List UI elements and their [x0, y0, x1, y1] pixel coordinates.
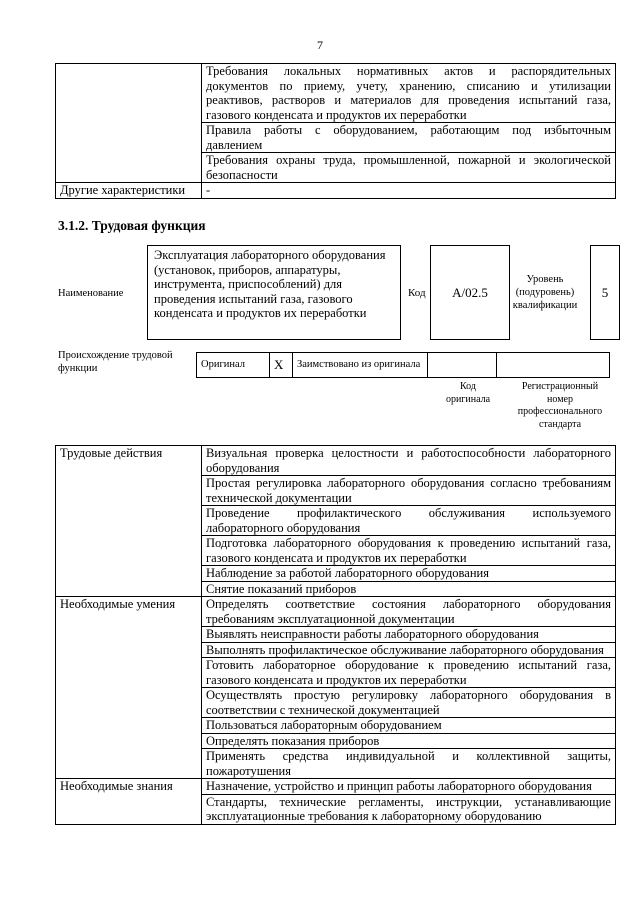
section-item: Применять средства индивидуальной и коллективной защиты, пожаротушения [202, 749, 616, 779]
section-item: Стандарты, технические регламенты, инструкции, устанавливающие эксплуатационные требования к лабораторному оборудованию [202, 794, 616, 824]
section-heading: 3.1.2. Трудовая функция [58, 218, 206, 233]
table-row [56, 779, 616, 795]
section-label: Необходимые умения [56, 597, 202, 779]
table-row [56, 446, 616, 476]
level-label: Уровень (подуровень) квалификации [512, 274, 578, 311]
section-item: Выполнять профилактическое обслуживание лабораторного оборудования [202, 642, 616, 658]
table-row [56, 183, 616, 199]
table-row [197, 353, 610, 378]
original-mark: X [270, 353, 293, 378]
reg-number-cell [497, 353, 610, 378]
requirement-cell: Требования охраны труда, промышленной, пожарной и экологической безопасности [202, 153, 616, 183]
other-characteristics-label: Другие характеристики [56, 183, 202, 199]
borrowed-label: Заимствовано из оригинала [293, 353, 428, 378]
function-name-box: Эксплуатация лабораторного оборудования (установок, приборов, аппаратуры, инструмента, приспособлений) для проведения испытаний газа, газового конденсата и продуктов их переработки [147, 245, 401, 340]
section-item: Подготовка лабораторного оборудования к проведению испытаний газа, газового конденсата и продуктов их переработки [202, 536, 616, 566]
section-item: Пользоваться лабораторным оборудованием [202, 718, 616, 734]
function-code-box: А/02.5 [430, 245, 510, 340]
original-label: Оригинал [197, 353, 270, 378]
origin-code-caption: Код оригинала [445, 381, 491, 405]
name-label: Наименование [58, 288, 124, 299]
origin-table [196, 352, 610, 378]
requirement-cell: Правила работы с оборудованием, работающим под избыточным давлением [202, 123, 616, 153]
page-number: 7 [317, 38, 323, 52]
section-item: Выявлять неисправности работы лабораторного оборудования [202, 627, 616, 643]
table-row [56, 597, 616, 627]
function-details-table [55, 445, 616, 825]
section-item: Готовить лабораторное оборудование к проведению испытаний газа, газового конденсата и продуктов их переработки [202, 658, 616, 688]
code-label: Код [408, 287, 426, 299]
section-item: Наблюдение за работой лабораторного оборудования [202, 566, 616, 582]
section-label: Трудовые действия [56, 446, 202, 597]
section-item: Проведение профилактического обслуживания используемого лабораторного оборудования [202, 506, 616, 536]
section-item: Осуществлять простую регулировку лабораторного оборудования в соответствии с технической документацией [202, 688, 616, 718]
origin-code-cell [428, 353, 497, 378]
top-requirements-table [55, 63, 616, 199]
section-item: Определять показания приборов [202, 733, 616, 749]
section-item: Назначение, устройство и принцип работы лабораторного оборудования [202, 779, 616, 795]
section-item: Снятие показаний приборов [202, 581, 616, 597]
section-item: Определять соответствие состояния лабораторного оборудования требованиям эксплуатационной документации [202, 597, 616, 627]
section-item: Простая регулировка лабораторного оборудования согласно требованиям технической документации [202, 476, 616, 506]
level-box: 5 [590, 245, 620, 340]
reg-number-caption: Регистрационный номер профессионального стандарта [517, 381, 603, 430]
other-characteristics-value: - [202, 183, 616, 199]
requirement-cell: Требования локальных нормативных актов и распорядительных документов по приему, учету, хранению, списанию и утилизации реактивов, растворов и материалов для проведения испытаний газа, газового конденсата и продуктов их переработки [202, 64, 616, 123]
empty-label-cell [56, 64, 202, 183]
section-label: Необходимые знания [56, 779, 202, 825]
table-row [56, 64, 616, 123]
section-item: Визуальная проверка целостности и работоспособности лабораторного оборудования [202, 446, 616, 476]
origin-label: Происхождение трудовой функции [58, 350, 173, 374]
